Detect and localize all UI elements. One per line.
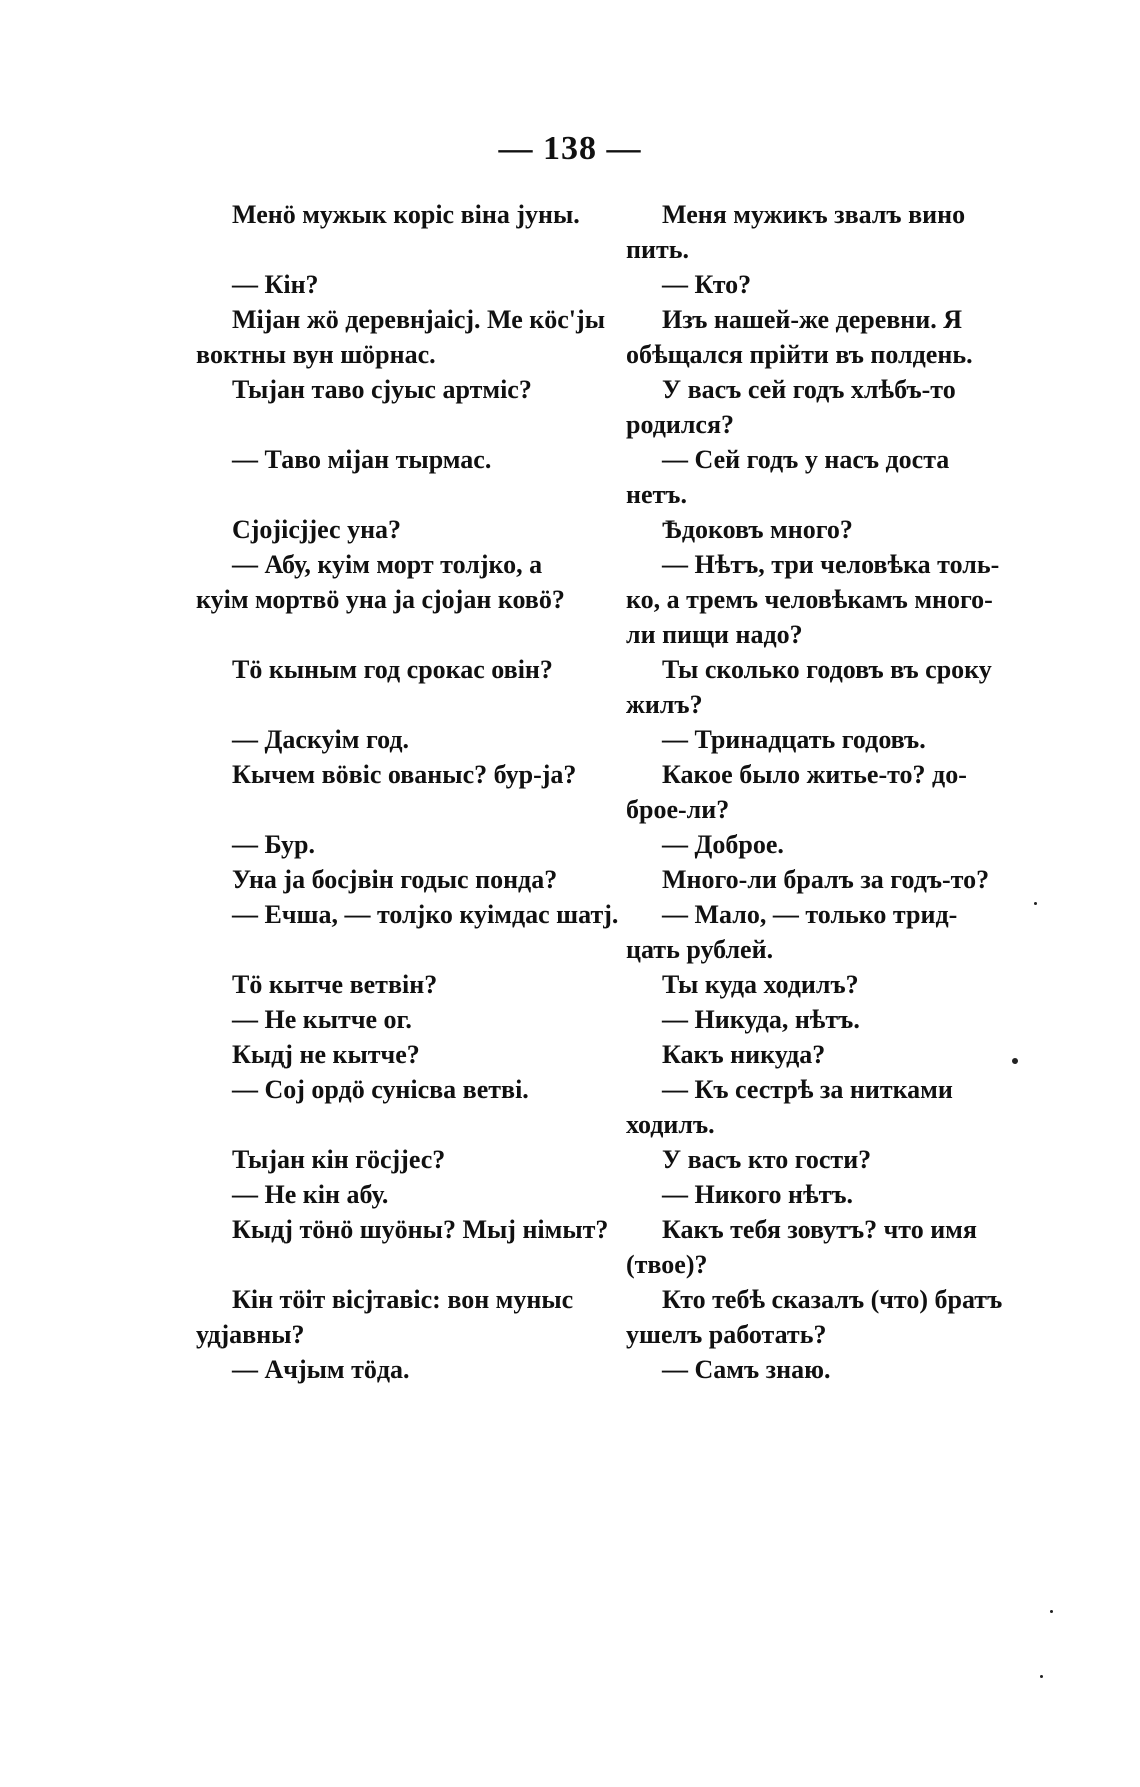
komi-line: Уна ја босјвін годыс понда? — [232, 865, 558, 894]
russian-line: Меня мужикъ звалъ вино — [662, 200, 966, 229]
komi-line: Тыјан таво сјуыс артміс? — [232, 375, 532, 404]
komi-line: Кыдј тöнö шуöны? Мыј німыт? — [232, 1215, 609, 1244]
russian-line: Какое было житье-то? до- — [662, 760, 967, 789]
komi-line: куім мортвö уна ја сјојан ковö? — [196, 585, 565, 614]
russian-line: — Къ сестрѣ за нитками — [662, 1075, 953, 1104]
print-speck — [1050, 1610, 1053, 1613]
russian-line: Кто тебѣ сказалъ (что) братъ — [662, 1285, 1003, 1314]
russian-line: — Кто? — [662, 270, 752, 299]
russian-line: — Мало, — только трид- — [662, 900, 958, 929]
russian-line: ушелъ работать? — [626, 1320, 827, 1349]
komi-line: Тö кыным год срокас овін? — [232, 655, 553, 684]
komi-line: Тыјан кін гöсјјес? — [232, 1145, 446, 1174]
komi-line: Кыдј не кытче? — [232, 1040, 420, 1069]
russian-line: (твое)? — [626, 1250, 708, 1279]
russian-line: — Тринадцать годовъ. — [662, 725, 926, 754]
komi-line: — Абу, куім морт толјко, а — [232, 550, 543, 579]
print-speck — [1040, 1675, 1043, 1678]
russian-line: Много-ли бралъ за годъ-то? — [662, 865, 990, 894]
komi-line: — Coj ордö сунісва ветві. — [232, 1075, 529, 1104]
russian-line: — Самъ знаю. — [662, 1355, 831, 1384]
russian-line: ходилъ. — [626, 1110, 715, 1139]
russian-line: Ты куда ходилъ? — [662, 970, 859, 999]
komi-line: вoктны вун шöрнас. — [196, 340, 436, 369]
komi-line: — Даскуім год. — [232, 725, 410, 754]
russian-line: обѣщался прійти въ полдень. — [626, 340, 973, 369]
komi-line: Сјоjісјјес уна? — [232, 515, 402, 544]
russian-line: — Никого нѣтъ. — [662, 1180, 854, 1209]
russian-line: Какъ тебя зовутъ? что имя — [662, 1215, 977, 1244]
russian-line: жилъ? — [626, 690, 703, 719]
komi-line: — Таво міјан тырмас. — [232, 445, 492, 474]
russian-line: Ты сколько годовъ въ сроку — [662, 655, 992, 684]
russian-line: У васъ кто гости? — [662, 1145, 872, 1174]
russian-line: — Сей годъ у насъ доста — [662, 445, 950, 474]
russian-line: Какъ никуда? — [662, 1040, 826, 1069]
russian-line: ко, а тремъ человѣкамъ много- — [626, 585, 993, 614]
russian-line: ли пищи надо? — [626, 620, 803, 649]
russian-line: — Нѣтъ, три человѣка толь- — [662, 550, 1000, 579]
russian-line: Изъ нашей-же деревни. Я — [662, 305, 963, 334]
russian-line: У васъ сей годъ хлѣбъ-то — [662, 375, 956, 404]
komi-line: — Кін? — [232, 270, 319, 299]
komi-line: удјавны? — [196, 1320, 305, 1349]
komi-line: Менö мужык коріс віна јуны. — [232, 200, 580, 229]
russian-line: цать рублей. — [626, 935, 774, 964]
print-speck — [1034, 902, 1037, 905]
russian-line: — Никуда, нѣтъ. — [662, 1005, 860, 1034]
komi-line: — Не кін абу. — [232, 1180, 389, 1209]
komi-line: Міјан жö деревнјаісј. Ме кöс'јы — [232, 305, 605, 334]
komi-line: — Ечша, — толјко куімдас шатј. — [232, 900, 619, 929]
russian-line: Ѣдоковъ много? — [662, 515, 853, 544]
komi-line: Кін тöіт вісјтавіс: вон муныс — [232, 1285, 574, 1314]
komi-line: Кычем вöвіс ованыс? бур-ја? — [232, 760, 577, 789]
komi-line: — Бур. — [232, 830, 316, 859]
russian-line: нетъ. — [626, 480, 687, 509]
page-number: — 138 — — [498, 130, 642, 167]
russian-line: — Доброе. — [662, 830, 784, 859]
russian-line: родился? — [626, 410, 735, 439]
komi-line: — Ачјым тöда. — [232, 1355, 410, 1384]
komi-line: — Не кытче ог. — [232, 1005, 412, 1034]
print-speck — [1012, 1058, 1018, 1064]
russian-line: пить. — [626, 235, 689, 264]
russian-line: брое-ли? — [626, 795, 730, 824]
komi-line: Тö кытче ветвін? — [232, 970, 438, 999]
